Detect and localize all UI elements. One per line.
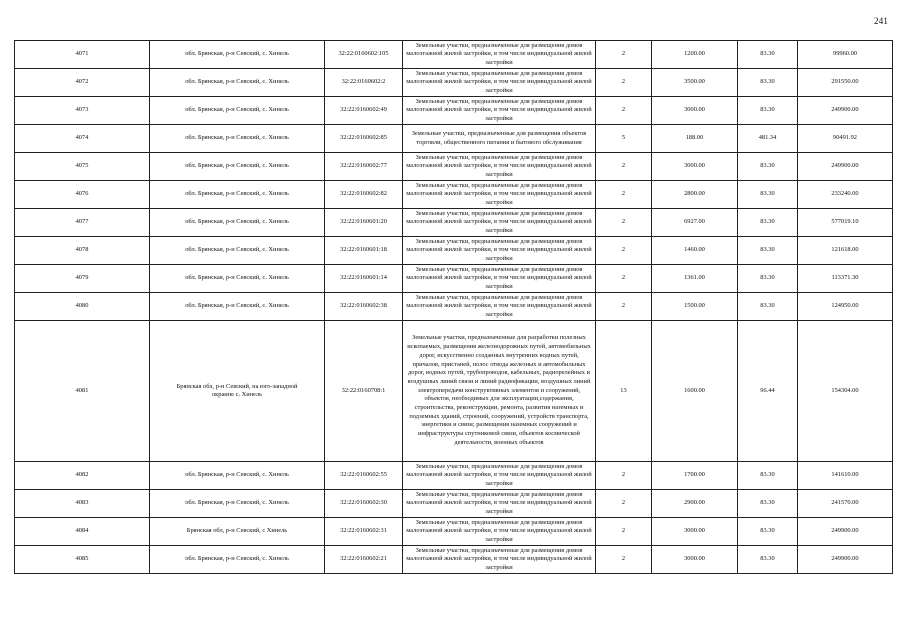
table-row [15, 293, 893, 321]
use-group-cell: 2 [596, 462, 652, 490]
address-cell: обл. Брянская, р-н Севский, с. Хинель [150, 293, 325, 321]
land-use-description-cell: Земельные участки, предназначенные для размещения домов малоэтажной жилой застройки, в том числе индивидуальной жилой застройки [403, 41, 596, 69]
cadastral-number-cell: 32:22:0160602:77 [325, 153, 403, 181]
specific-cadastral-value-cell: 83.30 [738, 490, 798, 518]
specific-cadastral-value-cell: 83.30 [738, 41, 798, 69]
cadastral-number-cell: 32:22:0160708:1 [325, 321, 403, 462]
land-use-description-cell: Земельные участки, предназначенные для размещения домов малоэтажной жилой застройки, в том числе индивидуальной жилой застройки [403, 181, 596, 209]
address-cell: Брянская обл, р-н Севский, на юго-западной окраине с. Хинель [150, 321, 325, 462]
cadastral-value-cell: 154304.00 [798, 321, 893, 462]
use-group-cell: 2 [596, 293, 652, 321]
row-number-cell: 4075 [15, 153, 150, 181]
table-row [15, 462, 893, 490]
address-cell: обл. Брянская, р-н Севский, с. Хинель [150, 546, 325, 574]
address-cell: обл. Брянская, р-н Севский, с. Хинель [150, 69, 325, 97]
specific-cadastral-value-cell: 83.30 [738, 181, 798, 209]
area-cell: 3000.00 [652, 153, 738, 181]
use-group-cell: 2 [596, 181, 652, 209]
specific-cadastral-value-cell: 83.30 [738, 546, 798, 574]
cadastral-value-cell: 249900.00 [798, 153, 893, 181]
use-group-cell: 13 [596, 321, 652, 462]
cadastral-number-cell: 32:22:0160602:85 [325, 125, 403, 153]
table-row [15, 490, 893, 518]
address-cell: обл. Брянская, р-н Севский, с. Хинель [150, 181, 325, 209]
table-row [15, 237, 893, 265]
land-use-description-cell: Земельные участки, предназначенные для разработки полезных ископаемых, размещения железнодорожных путей, автомобильных дорог, искусственно созданных внутренних водных путей, причалов, пристаней, полос отвода железных и автомобильных дорог, водных путей, трубопроводов, кабельных, радиорелейных и воздушных линий связи и линий радиофикации, воздушных линий электропередачи конструктивных элементов и сооружений, объектов, необходимых для эксплуатации,содержания, строительства, реконструкции, ремонта, развития наземных и подземных зданий, строений, сооружений, устройств транспорта, энергетики и связи; размещения наземных сооружений и инфраструктуры спутниковой связи, объектов космической деятельности, военных объектов [403, 321, 596, 462]
land-use-description-cell: Земельные участки, предназначенные для размещения домов малоэтажной жилой застройки, в том числе индивидуальной жилой застройки [403, 209, 596, 237]
address-cell: обл. Брянская, р-н Севский, с. Хинель [150, 41, 325, 69]
land-plots-table [14, 40, 893, 574]
area-cell: 1460.00 [652, 237, 738, 265]
cadastral-number-cell: 32:22:0160601:14 [325, 265, 403, 293]
table-row [15, 125, 893, 153]
area-cell: 6927.00 [652, 209, 738, 237]
cadastral-value-cell: 291550.00 [798, 69, 893, 97]
area-cell: 1700.00 [652, 462, 738, 490]
land-use-description-cell: Земельные участки, предназначенные для размещения домов малоэтажной жилой застройки, в том числе индивидуальной жилой застройки [403, 153, 596, 181]
table-body [15, 41, 893, 574]
table-row [15, 181, 893, 209]
land-use-description-cell: Земельные участки, предназначенные для размещения домов малоэтажной жилой застройки, в том числе индивидуальной жилой застройки [403, 265, 596, 293]
cadastral-value-cell: 577019.10 [798, 209, 893, 237]
area-cell: 3000.00 [652, 546, 738, 574]
cadastral-value-cell: 124950.00 [798, 293, 893, 321]
address-cell: обл. Брянская, р-н Севский, с. Хинель [150, 490, 325, 518]
cadastral-value-cell: 141610.00 [798, 462, 893, 490]
cadastral-number-cell: 32:22:0160601:20 [325, 209, 403, 237]
address-cell: Брянская обл, р-н Севский, с Хинель [150, 518, 325, 546]
land-use-description-cell: Земельные участки, предназначенные для размещения домов малоэтажной жилой застройки, в том числе индивидуальной жилой застройки [403, 97, 596, 125]
cadastral-number-cell: 32:22:0160602:30 [325, 490, 403, 518]
cadastral-number-cell: 32:22:0160602:55 [325, 462, 403, 490]
use-group-cell: 2 [596, 546, 652, 574]
use-group-cell: 2 [596, 209, 652, 237]
specific-cadastral-value-cell: 83.30 [738, 518, 798, 546]
table-row [15, 265, 893, 293]
address-cell: обл. Брянская, р-н Севский, с. Хинель [150, 97, 325, 125]
specific-cadastral-value-cell: 83.30 [738, 209, 798, 237]
address-cell: обл. Брянская, р-н Севский, с. Хинель [150, 153, 325, 181]
address-cell: обл. Брянская, р-н Севский, с. Хинель [150, 237, 325, 265]
use-group-cell: 2 [596, 69, 652, 97]
specific-cadastral-value-cell: 96.44 [738, 321, 798, 462]
cadastral-number-cell: 32:22:0160602:82 [325, 181, 403, 209]
use-group-cell: 2 [596, 237, 652, 265]
land-use-description-cell: Земельные участки, предназначенные для размещения объектов торговли, общественного питания и бытового обслуживания [403, 125, 596, 153]
area-cell: 3500.00 [652, 69, 738, 97]
row-number-cell: 4082 [15, 462, 150, 490]
table-row [15, 41, 893, 69]
specific-cadastral-value-cell: 83.30 [738, 462, 798, 490]
table-row [15, 153, 893, 181]
table-row [15, 321, 893, 462]
cadastral-value-cell: 90491.92 [798, 125, 893, 153]
cadastral-number-cell: 32:22:0160602:49 [325, 97, 403, 125]
area-cell: 188.00 [652, 125, 738, 153]
cadastral-number-cell: 32:22:0160601:18 [325, 237, 403, 265]
specific-cadastral-value-cell: 83.30 [738, 265, 798, 293]
use-group-cell: 5 [596, 125, 652, 153]
row-number-cell: 4079 [15, 265, 150, 293]
row-number-cell: 4077 [15, 209, 150, 237]
land-use-description-cell: Земельные участки, предназначенные для размещения домов малоэтажной жилой застройки, в том числе индивидуальной жилой застройки [403, 490, 596, 518]
cadastral-value-cell: 241570.00 [798, 490, 893, 518]
address-cell: обл. Брянская, р-н Севский, с. Хинель [150, 125, 325, 153]
table-row [15, 209, 893, 237]
land-use-description-cell: Земельные участки, предназначенные для размещения домов малоэтажной жилой застройки, в том числе индивидуальной жилой застройки [403, 546, 596, 574]
address-cell: обл. Брянская, р-н Севский, с. Хинель [150, 209, 325, 237]
table-row [15, 97, 893, 125]
land-use-description-cell: Земельные участки, предназначенные для размещения домов малоэтажной жилой застройки, в том числе индивидуальной жилой застройки [403, 293, 596, 321]
area-cell: 2800.00 [652, 181, 738, 209]
use-group-cell: 2 [596, 490, 652, 518]
cadastral-value-cell: 249900.00 [798, 518, 893, 546]
cadastral-value-cell: 233240.00 [798, 181, 893, 209]
use-group-cell: 2 [596, 265, 652, 293]
table-row [15, 546, 893, 574]
address-cell: обл. Брянская, р-н Севский, с. Хинель [150, 462, 325, 490]
table-row [15, 518, 893, 546]
land-use-description-cell: Земельные участки, предназначенные для размещения домов малоэтажной жилой застройки, в том числе индивидуальной жилой застройки [403, 518, 596, 546]
specific-cadastral-value-cell: 83.30 [738, 237, 798, 265]
area-cell: 3000.00 [652, 518, 738, 546]
row-number-cell: 4078 [15, 237, 150, 265]
specific-cadastral-value-cell: 83.30 [738, 293, 798, 321]
cadastral-value-cell: 121618.00 [798, 237, 893, 265]
row-number-cell: 4074 [15, 125, 150, 153]
use-group-cell: 2 [596, 153, 652, 181]
row-number-cell: 4076 [15, 181, 150, 209]
area-cell: 2900.00 [652, 490, 738, 518]
land-use-description-cell: Земельные участки, предназначенные для размещения домов малоэтажной жилой застройки, в том числе индивидуальной жилой застройки [403, 462, 596, 490]
row-number-cell: 4072 [15, 69, 150, 97]
row-number-cell: 4073 [15, 97, 150, 125]
page-number: 241 [874, 16, 889, 26]
cadastral-value-cell: 249900.00 [798, 97, 893, 125]
specific-cadastral-value-cell: 83.30 [738, 153, 798, 181]
use-group-cell: 2 [596, 41, 652, 69]
land-use-description-cell: Земельные участки, предназначенные для размещения домов малоэтажной жилой застройки, в том числе индивидуальной жилой застройки [403, 69, 596, 97]
specific-cadastral-value-cell: 481.34 [738, 125, 798, 153]
specific-cadastral-value-cell: 83.30 [738, 69, 798, 97]
row-number-cell: 4084 [15, 518, 150, 546]
table-row [15, 69, 893, 97]
use-group-cell: 2 [596, 97, 652, 125]
area-cell: 1500.00 [652, 293, 738, 321]
row-number-cell: 4085 [15, 546, 150, 574]
cadastral-number-cell: 32:22:0160602:105 [325, 41, 403, 69]
land-use-description-cell: Земельные участки, предназначенные для размещения домов малоэтажной жилой застройки, в том числе индивидуальной жилой застройки [403, 237, 596, 265]
area-cell: 1361.00 [652, 265, 738, 293]
row-number-cell: 4081 [15, 321, 150, 462]
cadastral-number-cell: 32:22:0160602:21 [325, 546, 403, 574]
area-cell: 3000.00 [652, 97, 738, 125]
row-number-cell: 4080 [15, 293, 150, 321]
specific-cadastral-value-cell: 83.30 [738, 97, 798, 125]
cadastral-number-cell: 32:22:0160602:38 [325, 293, 403, 321]
use-group-cell: 2 [596, 518, 652, 546]
cadastral-value-cell: 249900.00 [798, 546, 893, 574]
cadastral-value-cell: 99960.00 [798, 41, 893, 69]
area-cell: 1600.00 [652, 321, 738, 462]
cadastral-number-cell: 32:22:0160602:31 [325, 518, 403, 546]
row-number-cell: 4071 [15, 41, 150, 69]
row-number-cell: 4083 [15, 490, 150, 518]
cadastral-value-cell: 113371.30 [798, 265, 893, 293]
address-cell: обл. Брянская, р-н Севский, с. Хинель [150, 265, 325, 293]
cadastral-number-cell: 32:22:0160602:2 [325, 69, 403, 97]
area-cell: 1200.00 [652, 41, 738, 69]
